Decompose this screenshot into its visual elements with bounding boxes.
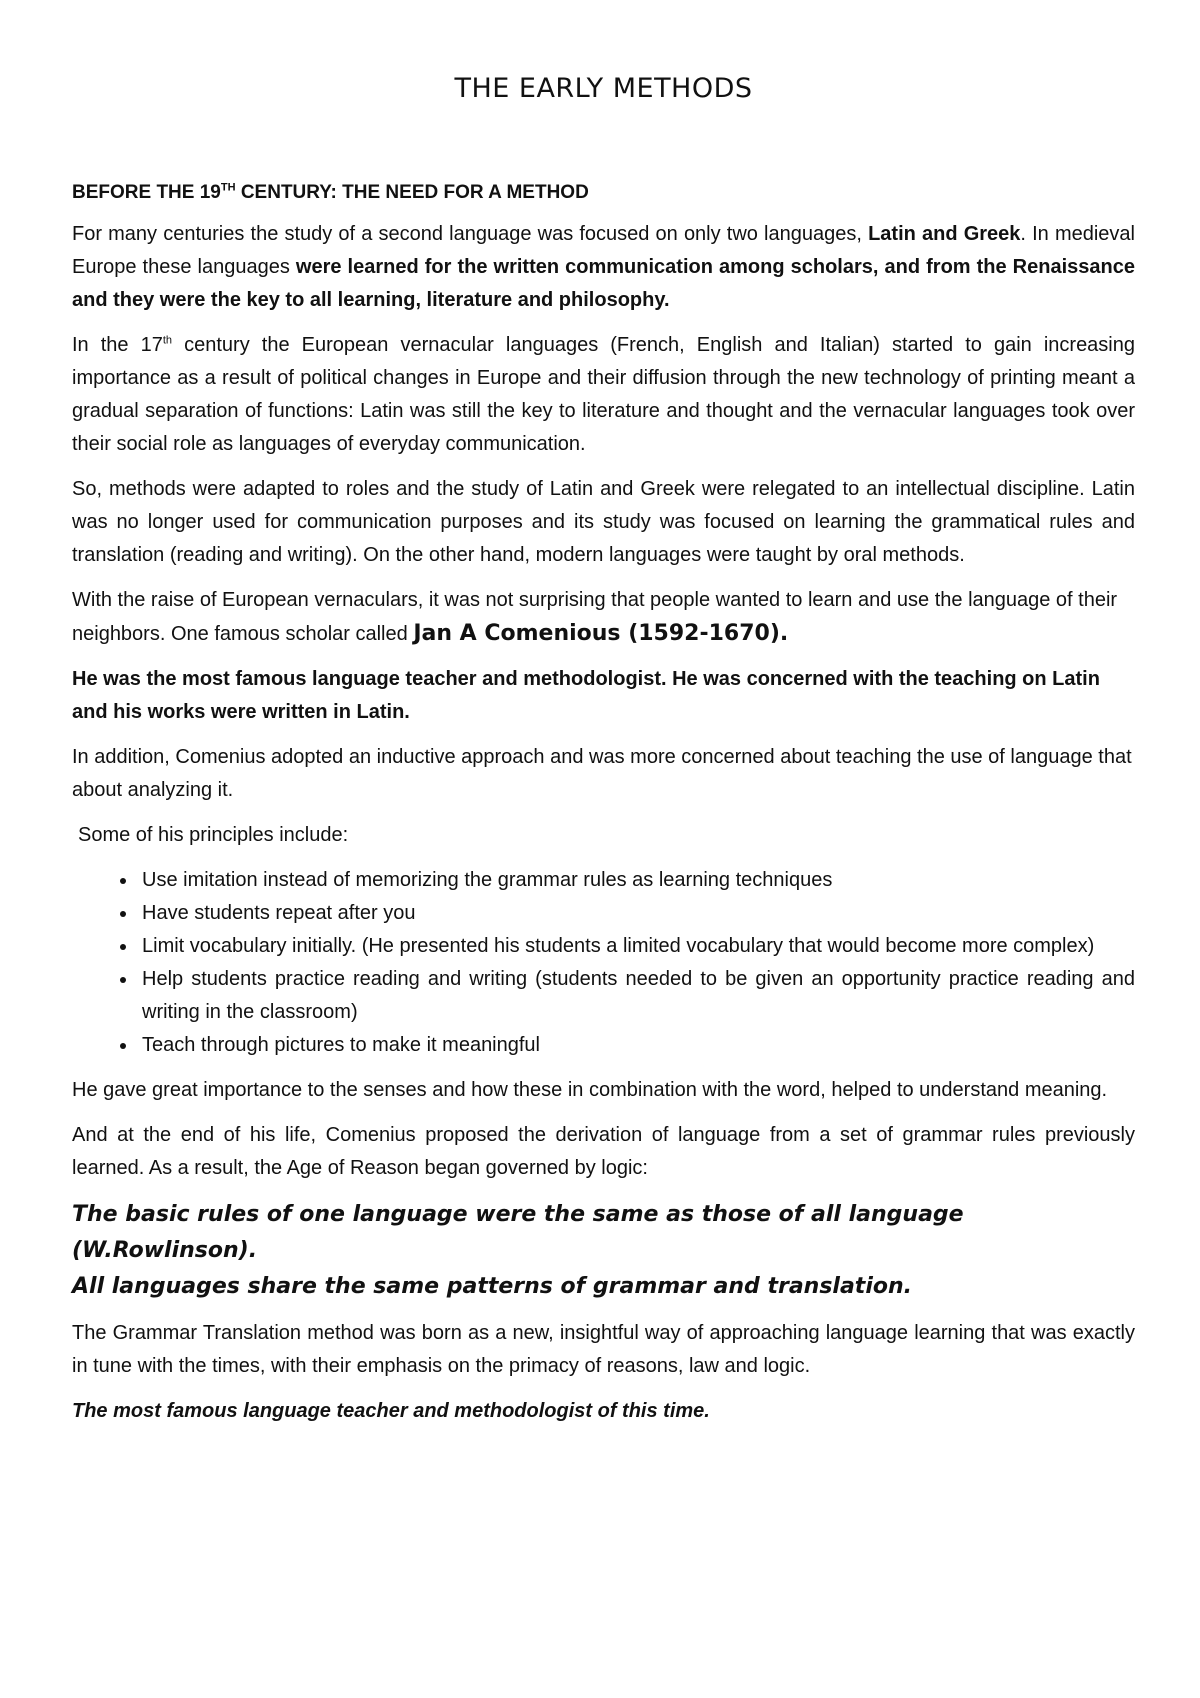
paragraph-methods-roles: So, methods were adapted to roles and the study of Latin and Greek were relegated to an intellectual discipline. Latin was no longer used for communication purposes and its study was focused on learning the grammatical rules and translation (reading and writing). On the other hand, modern languages were taught by oral methods.: [72, 478, 1135, 566]
quote-line-2: All languages share the same patterns of grammar and translation.: [72, 1274, 912, 1299]
list-item: • Teach through pictures to make it meaningful: [138, 1029, 1135, 1062]
quote-line-1: The basic rules of one language were the same as those of all language (W.Rowlinson).: [72, 1202, 964, 1263]
section-heading-sup: TH: [220, 181, 236, 194]
list-item: • Help students practice reading and writing (students needed to be given an opportunity practice reading and writing in the classroom): [138, 963, 1135, 1029]
p1-bold-renaissance: were learned for the written communication among scholars, and from the Renaissance and they were the key to all learning, literature and philosophy.: [72, 256, 1135, 311]
principles-intro: Some of his principles include:: [78, 824, 349, 846]
p1-text-c: . In medieval Europe these languages: [72, 223, 1135, 278]
p1-bold-latin-greek: Latin and Greek: [868, 223, 1021, 245]
principles-list: [72, 864, 1135, 1062]
paragraph-vernacular: [72, 329, 1135, 461]
document-title: THE EARLY METHODS: [454, 73, 753, 104]
closing-statement: The most famous language teacher and methodologist of this time.: [72, 1400, 710, 1422]
p2-text-b: century the European vernacular languages (French, English and Italian) started to gain increasing importance as a result of political changes in Europe and their diffusion through the new technology of printing meant a gradual separation of functions: Latin was still the key to literature and thought and the vernacular languages took over their social role as languages of everyday communication.: [72, 334, 1135, 455]
section-heading-post: CENTURY: THE NEED FOR A METHOD: [235, 182, 589, 203]
paragraph-age-of-reason: And at the end of his life, Comenius proposed the derivation of language from a set of grammar rules previously learned. As a result, the Age of Reason began governed by logic:: [72, 1124, 1135, 1179]
list-item: • Use imitation instead of memorizing the grammar rules as learning techniques: [138, 864, 1135, 897]
paragraph-inductive-approach: In addition, Comenius adopted an inductive approach and was more concerned about teaching the use of language that about analyzing it.: [72, 746, 1132, 801]
rules-quote: [72, 1197, 1135, 1305]
p2-sup: th: [162, 334, 173, 347]
p4-text-a: With the raise of European vernaculars, it was not surprising that people wanted to learn and use the language of their neighbors. One famous scholar called: [72, 589, 1118, 645]
paragraph-comenius-intro: [72, 584, 1135, 651]
comenius-name: Jan A Comenious (1592-1670).: [413, 621, 789, 646]
p2-text-a: In the 17: [72, 334, 163, 356]
section-heading: [72, 178, 1135, 208]
paragraph-grammar-translation: The Grammar Translation method was born as a new, insightful way of approaching language learning that was exactly in tune with the times, with their emphasis on the primacy of reasons, law and logic.: [72, 1322, 1135, 1377]
list-item: • Limit vocabulary initially. (He presented his students a limited vocabulary that would become more complex): [138, 930, 1135, 963]
p1-text-a: For many centuries the study of a second language was focused on only two languages,: [72, 223, 869, 245]
paragraph-latin-greek: [72, 218, 1135, 317]
paragraph-famous-teacher: He was the most famous language teacher and methodologist. He was concerned with the teaching on Latin and his works were written in Latin.: [72, 668, 1100, 723]
list-item: • Have students repeat after you: [138, 897, 1135, 930]
paragraph-senses: He gave great importance to the senses and how these in combination with the word, helped to understand meaning.: [72, 1079, 1108, 1101]
section-heading-pre: BEFORE THE 19: [72, 182, 221, 203]
